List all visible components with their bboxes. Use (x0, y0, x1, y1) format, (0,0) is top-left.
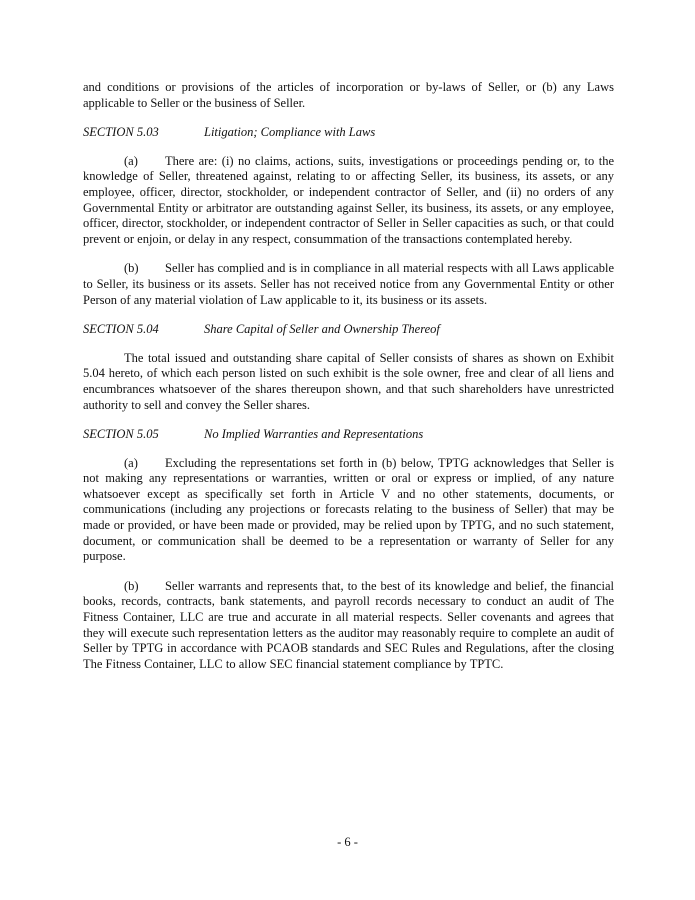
section-number: SECTION 5.03 (83, 125, 159, 140)
paragraph-label: (a) (124, 153, 138, 168)
paragraph-text: Excluding the representations set forth in (b) below, TPTG acknowledges that Seller is not making any representations or warranties, written or oral or express or implied, of any nature whatsoever except as specifically set forth in Article V and no other statements, documents, or communications (including any projections or forecasts relating to the business of Seller) that may be made or provided, or have been made or provided, may be relied upon by TPTG, and no such statement, document, or communication shall be deemed to be a representation or warranty of Seller for any purpose. (83, 455, 614, 564)
section-5-03-paragraph-a (83, 154, 614, 248)
section-number: SECTION 5.04 (83, 322, 159, 337)
section-5-04-paragraph: The total issued and outstanding share capital of Seller consists of shares as shown on Exhibit 5.04 hereto, of which each person listed on such exhibit is the sole owner, free and clear of all liens and encumbrances whatsoever of the shares thereupon shown, and that such shareholders have unrestricted authority to sell and convey the Seller shares. (83, 350, 614, 412)
section-5-05-paragraph-b (83, 579, 614, 673)
paragraph-label: (a) (124, 455, 138, 470)
paragraph-label: (b) (124, 578, 139, 593)
page-number: - 6 - (337, 835, 358, 849)
section-title: Share Capital of Seller and Ownership Thereof (204, 322, 440, 337)
opening-paragraph: and conditions or provisions of the articles of incorporation or by-laws of Seller, or (b) any Laws applicable to Seller or the business of Seller. (83, 80, 614, 110)
section-5-03-heading (83, 125, 614, 141)
section-5-05-heading (83, 427, 614, 443)
paragraph-label: (b) (124, 261, 139, 276)
section-5-04-heading (83, 322, 614, 338)
paragraph-text: There are: (i) no claims, actions, suits, investigations or proceedings pending or, to the knowledge of Seller, threatened against, relating to or affecting Seller, its business, its assets, or any employee, officer, director, stockholder, or independent contractor of Seller, and (ii) no orders of any Governmental Entity or arbitrator are outstanding against Seller, its business, its assets, or any employee, officer, director, stockholder, or independent contractor of Seller in Seller capacities as such, or that could prevent or enjoin, or delay in any respect, consummation of the transactions contemplated hereby. (83, 153, 614, 246)
paragraph-text: Seller warrants and represents that, to the best of its knowledge and belief, the financial books, records, contracts, bank statements, and payroll records necessary to conduct an audit of The Fitness Container, LLC are true and accurate in all material respects. Seller covenants and agrees that they will execute such representation letters as the auditor may reasonably require to complete an audit of Seller by TPTG in accordance with PCAOB standards and SEC Rules and Regulations, after the closing The Fitness Container, LLC to allow SEC financial statement compliance by TPTC. (83, 578, 614, 671)
section-number: SECTION 5.05 (83, 427, 159, 442)
section-5-03-paragraph-b (83, 261, 614, 308)
section-title: Litigation; Compliance with Laws (204, 125, 376, 140)
section-5-05-paragraph-a (83, 456, 614, 565)
document-body (83, 80, 614, 686)
section-title: No Implied Warranties and Representations (204, 427, 424, 442)
paragraph-text: Seller has complied and is in compliance in all material respects with all Laws applicable to Seller, its business or its assets. Seller has not received notice from any Governmental Entity or other Person of any material violation of Law applicable to it, its business or its assets. (83, 261, 614, 307)
